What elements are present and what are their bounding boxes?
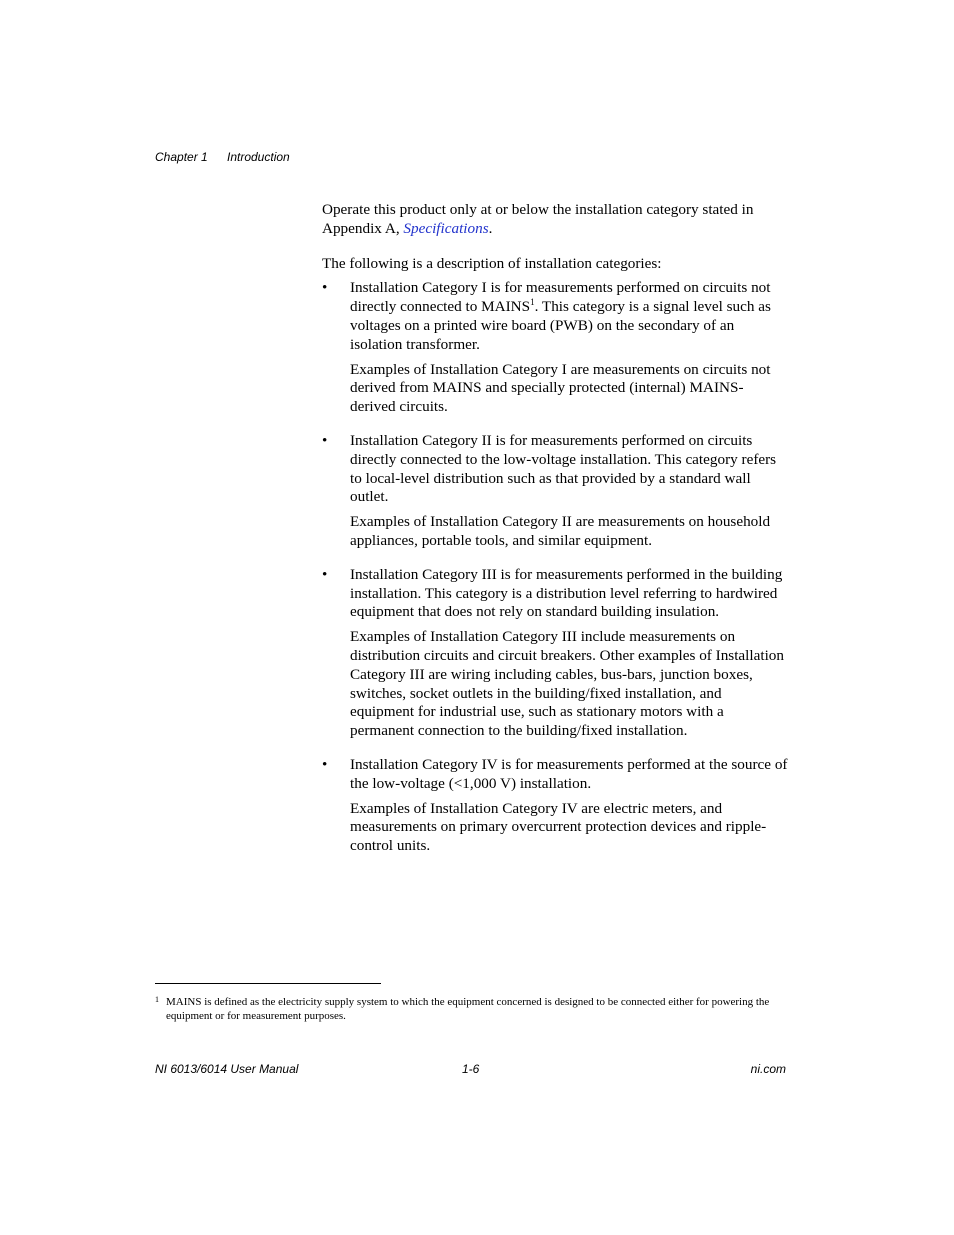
footnote-divider	[155, 983, 381, 984]
category-iii-description: Installation Category III is for measurements performed in the building installation. This category is a distribution level referring to hardwired equipment that does not rely on standard building insulation.	[350, 565, 783, 621]
footnote-text: MAINS is defined as the electricity supply system to which the equipment concerned is designed to be connected either for powering the equipment or for measurement purposes.	[166, 996, 770, 1022]
manual-title: NI 6013/6014 User Manual	[155, 1062, 299, 1076]
category-i-description: Installation Category I is for measurements performed on circuits not directly connected to MAINS$^1$. This category is a signal level such as voltages on a printed wire board (PWB) on the secondary of an isolation transformer.	[350, 279, 771, 353]
list-item-category-ii	[322, 432, 788, 551]
list-item-category-i	[322, 279, 788, 417]
category-iv-description: Installation Category IV is for measurements performed at the source of the low-voltage (<1,000 V) installation.	[350, 755, 788, 792]
chapter-label: Chapter 1	[155, 150, 208, 164]
intro-paragraph: Operate this product only at or below the installation category stated in Appendix A, Specifications.	[322, 201, 754, 237]
page-number: 1-6	[462, 1062, 480, 1076]
footnote	[155, 995, 795, 1023]
footnote-ref[interactable]: 1	[530, 297, 535, 308]
bullet: •	[322, 755, 328, 773]
category-ii-examples: Examples of Installation Category II are measurements on household appliances, portable tools, and similar equipment.	[350, 513, 771, 549]
category-iii-examples: Examples of Installation Category III include measurements on distribution circuits and circuit breakers. Other examples of Installation Category III are wiring including cables, bus-bars, junction boxes, switches, socket outlets in the building/fixed installation, and equipment for industrial use, such as stationary motors with a permanent connection to the building/fixed installation.	[350, 628, 784, 740]
category-ii-description: Installation Category II is for measurements performed on circuits directly connected to the low-voltage installation. This category refers to local-level distribution such as that provided by a standard wall outlet.	[350, 431, 777, 506]
specifications-link[interactable]: Specifications	[403, 219, 489, 237]
running-header	[155, 150, 290, 165]
list-item-category-iii	[322, 566, 788, 741]
bullet: •	[322, 431, 328, 449]
bullet: •	[322, 279, 328, 297]
categories-intro: The following is a description of installation categories:	[322, 254, 662, 272]
category-i-examples: Examples of Installation Category I are measurements on circuits not derived from MAINS and specially protected (internal) MAINS-derived circuits.	[350, 360, 771, 416]
category-iv-examples: Examples of Installation Category IV are electric meters, and measurements on primary overcurrent protection devices and ripple-control units.	[350, 799, 767, 855]
bullet: •	[322, 565, 328, 583]
website: ni.com	[750, 1062, 786, 1076]
footnote-number: 1	[155, 995, 159, 1004]
category-list	[322, 279, 788, 856]
list-item-category-iv	[322, 756, 788, 856]
section-label: Introduction	[227, 150, 290, 164]
body-text	[322, 201, 788, 856]
